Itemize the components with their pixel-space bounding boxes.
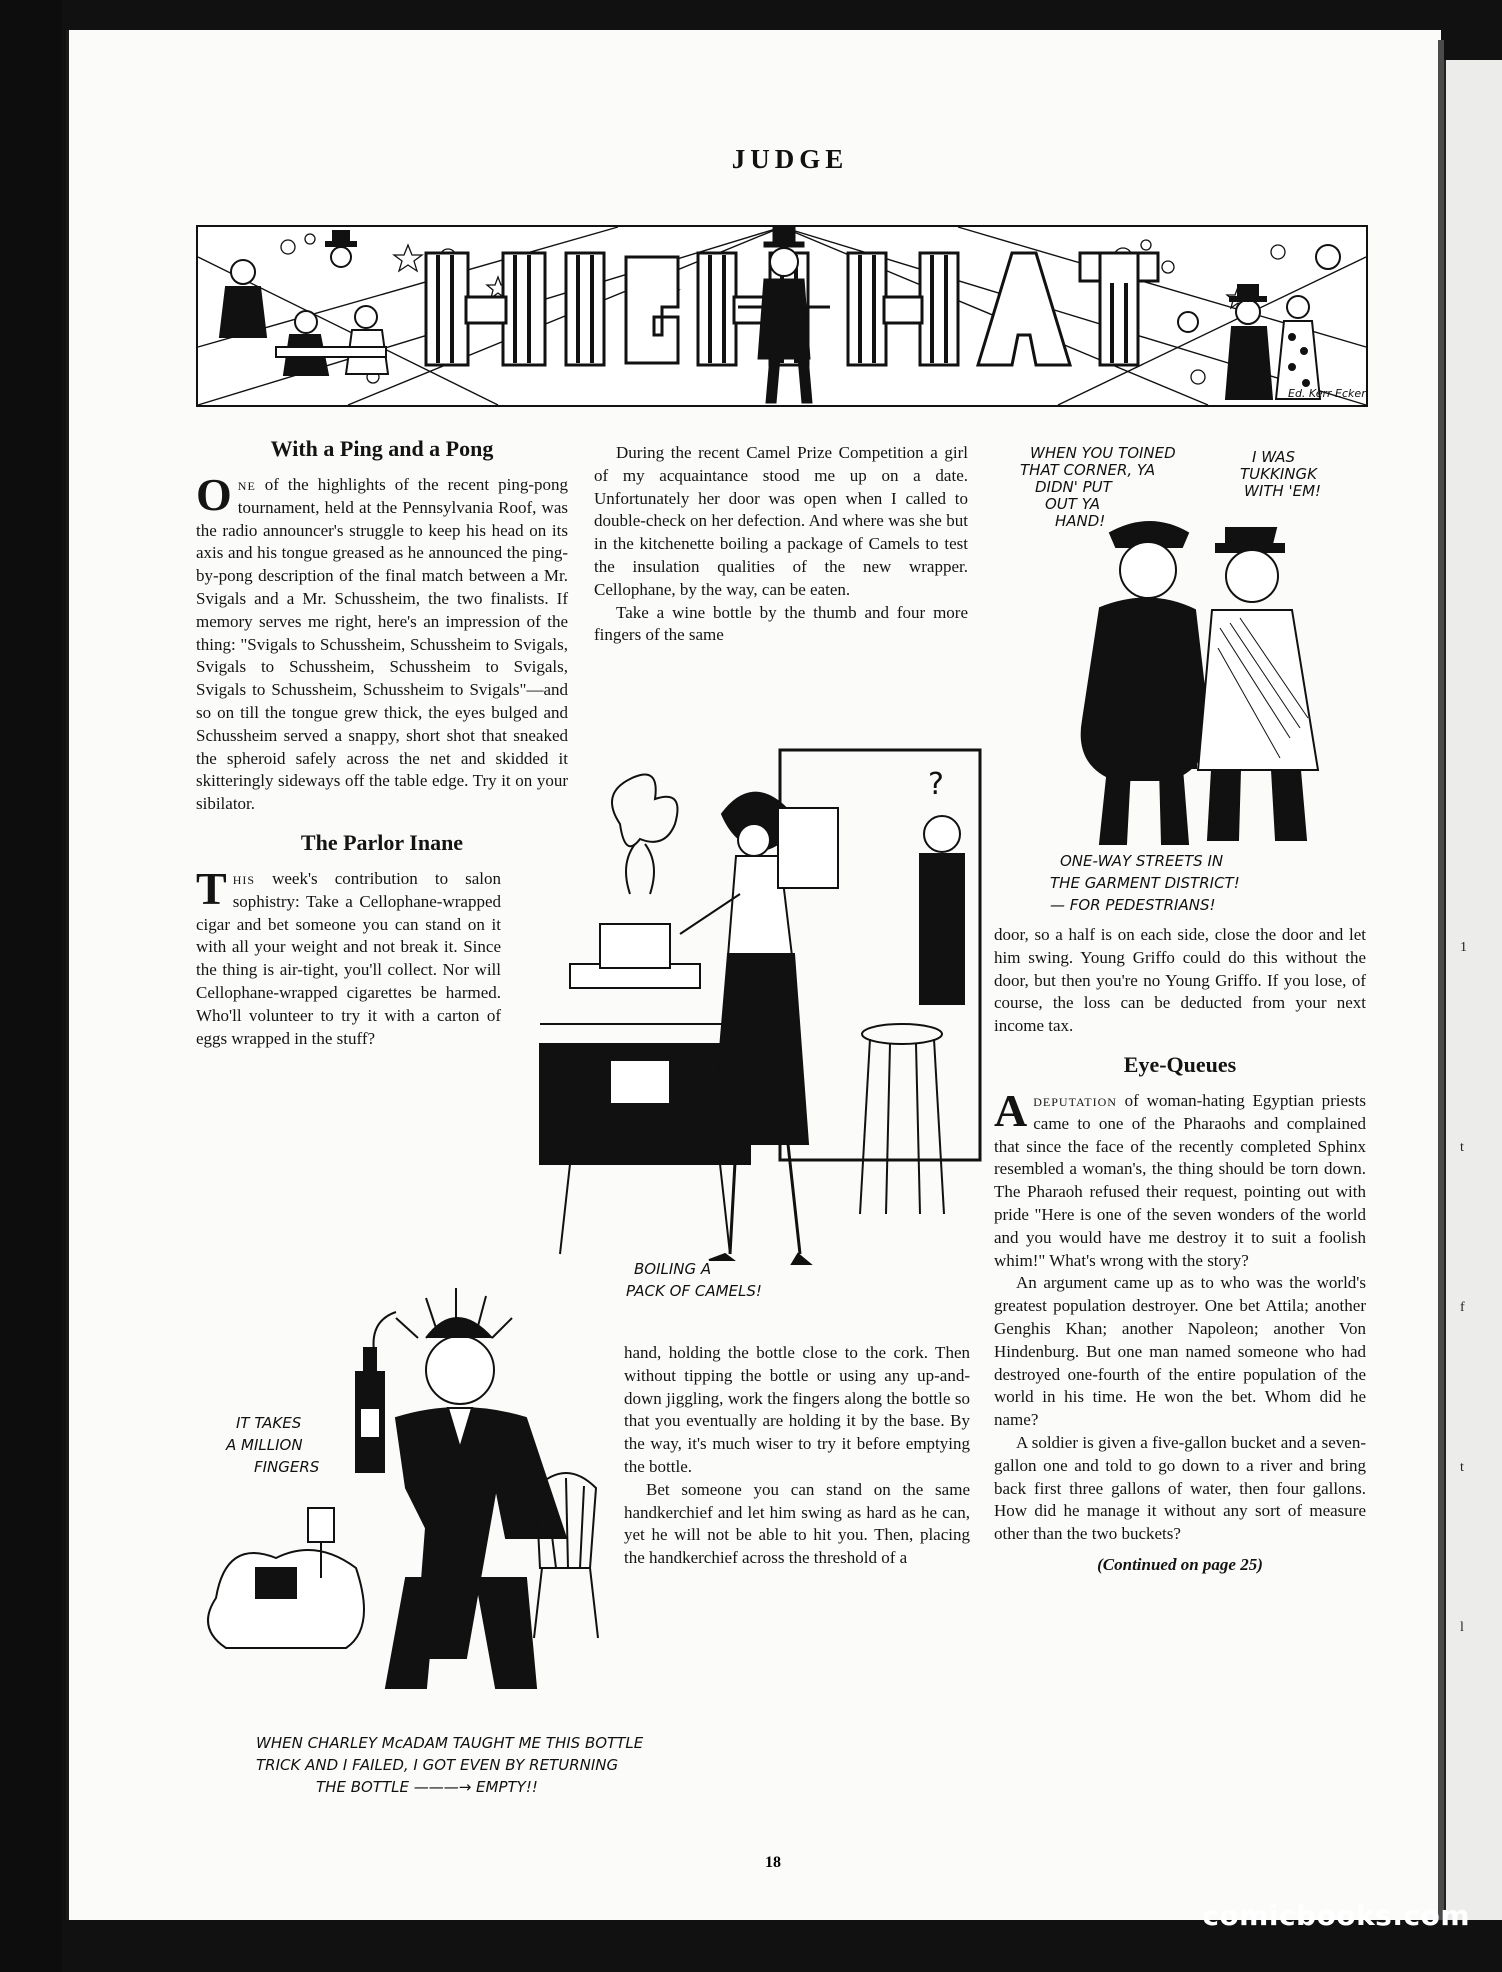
police-bubble-right: I WAS TUKKINGK WITH 'EM! (1240, 448, 1322, 500)
heading-eye-queues: Eye-Queues (1123, 1051, 1237, 1077)
police-caption-line2: THE GARMENT DISTRICT! (1050, 874, 1240, 892)
lead-in: deputation (1033, 1090, 1117, 1110)
lead-in: ne (237, 475, 256, 494)
next-page-edge: 1 t f t l (1444, 60, 1502, 1920)
pharaoh-text: of woman-hating Egyptian priests came to one of the Pharaohs and complained that since the face of the recently completed Sphinx resembled a woman's, the thing should be torn down. The Pharaoh refused their request, pointing out with pride "Here is one of the seven wonders of the world and you would have me destroy it to suit a foolish whim!" What's wrong with the story? (994, 1090, 1366, 1270)
banner-signature: Ed. Kerr Ecker (1288, 387, 1366, 400)
magazine-masthead: JUDGE (731, 144, 849, 174)
parlor-inane-text: week's contribution to salon sophistry: Take a Cellophane-wrapped cigar and bet someone you can stand on it with all your weight and not break it. Since the thing is air-tight, you'll collect. Nor will Cellophane-wrapped cigarettes be harmed. Who'll volunteer to try it with a carton of eggs wrapped in the stuff? (196, 868, 501, 1048)
kitchen-question-mark: ? (928, 767, 944, 802)
population-paragraph: An argument came up as to who was the world's greatest population destroyer. One bet Attila; another Genghis Khan; another Napoleon; another Von Hindenburg. But one man named someone who had destroyed one-fourth of the entire population of the world in his time. He won the bet. Whom did he name? (994, 1273, 1366, 1430)
police-cartoon (990, 438, 1370, 914)
bottle-paragraph-start: Take a wine bottle by the thumb and four more fingers of the same (594, 602, 968, 645)
bottle-caption-line1: WHEN CHARLEY McADAM TAUGHT ME THIS BOTTLE (256, 1734, 644, 1752)
column-3 (994, 924, 1366, 1577)
police-caption-line1: ONE-WAY STREETS IN (1060, 852, 1224, 870)
page-number: 18 (765, 1854, 781, 1871)
kitchen-caption-line1: BOILING A (634, 1260, 712, 1278)
column-2-upper (594, 442, 968, 647)
kitchen-caption-line2: PACK OF CAMELS! (626, 1282, 762, 1300)
handkerchief-paragraph: Bet someone you can stand on the same handkerchief and let him swing as hard as he can, yet he will not be able to hit you. Then, placing the handkerchief across the threshold of a (624, 1479, 970, 1568)
lead-in: his (232, 868, 256, 888)
pharaoh-paragraph (994, 1084, 1366, 1272)
bottle-caption-line3: THE BOTTLE ———→ EMPTY!! (316, 1778, 538, 1796)
bottle-paragraph-cont: hand, holding the bottle close to the cork. Then without tipping the bottle or using any up-and-down jiggling, work the fingers along the bottle so that you eventually are holding it by the base. By the way, it's much wiser to try it before emptying the bottle. (624, 1343, 970, 1476)
heading-parlor-inane: The Parlor Inane (300, 829, 464, 855)
scan-border (0, 0, 62, 1972)
bottle-side-line3: FINGERS (254, 1458, 320, 1476)
parlor-inane-paragraph (196, 862, 501, 1050)
ping-pong-paragraph (196, 469, 569, 816)
dropcap: O (196, 469, 232, 520)
high-hat-banner (196, 225, 1368, 407)
column-1 (196, 436, 568, 1050)
dropcap: A (994, 1084, 1028, 1136)
police-caption-line3: — FOR PEDESTRIANS! (1050, 896, 1216, 914)
heading-ping-pong: With a Ping and a Pong (270, 436, 494, 461)
dropcap: T (196, 862, 227, 914)
police-bubble-left: WHEN YOU TOINED THAT CORNER, YA DIDN' PUT OUT YA HAND! (1020, 444, 1176, 530)
site-watermark: comicbooks.com (1202, 1899, 1470, 1932)
bottle-side-line2: A MILLION (226, 1436, 303, 1454)
continued-notice: (Continued on page 25) (1097, 1554, 1263, 1574)
buckets-paragraph: A soldier is given a five-gallon bucket and a seven-gallon one and told to go down to a river and bring back first three gallons of water, then four gallons. How did he manage it without any sort of measure other than the two buckets? (994, 1432, 1366, 1544)
camel-paragraph: During the recent Camel Prize Competition a girl of my acquaintance stood me up on a date. Unfortunately her door was open when I called to double-check on her defection. And where was she but in the kitchenette boiling a package of Camels to test the insulation qualities of the new wrapper. Cellophane, by the way, can be eaten. (594, 443, 968, 599)
griffo-paragraph: door, so a half is on each side, close the door and let him swing. Young Griffo could do this without the door, but then you're no Young Griffo. If you lose, of course, the loss can be deducted from your next income tax. (994, 925, 1366, 1036)
kitchen-cartoon (530, 744, 990, 1324)
ping-pong-text: of the highlights of the recent ping-pong tournament, held at the Pennsylvania Roof, was the radio announcer's struggle to keep his head on its axis and his tongue greased as he announced the ping-by-pong description of the final match between a Mr. Svigals and a Mr. Schussheim, the two finalists. If memory serves me right, here's an impression of the thing: "Svigals to Schussheim, Schussheim to Svigals, Svigals to Schussheim, Schussheim to Svigals, Svigals to Schussheim, Schussheim to Svigals"—and so on till the tongue grew thick, the eyes bulged and Schussheim served a snappy, short shot that sneaked the spheroid safely across the net and skidded it skitteringly sideways off the table edge. Try it on your sibilator. (196, 475, 569, 814)
bottle-cartoon (196, 1278, 776, 1818)
bottle-caption-line2: TRICK AND I FAILED, I GOT EVEN BY RETURNING (256, 1756, 619, 1774)
bottle-side-line1: IT TAKES (236, 1414, 302, 1432)
